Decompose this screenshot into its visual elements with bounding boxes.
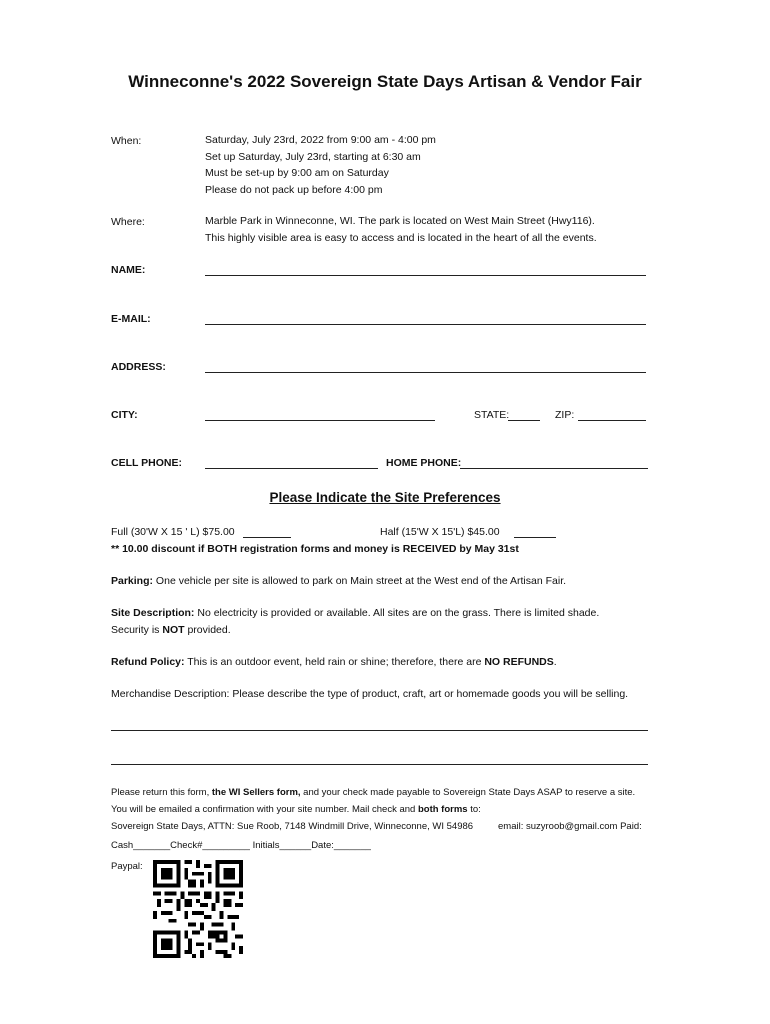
- when-details: [205, 132, 436, 198]
- parking-label: Parking:: [111, 575, 154, 587]
- address-label: ADDRESS:: [111, 361, 166, 373]
- form-title: Winneconne's 2022 Sovereign State Days Artisan & Vendor Fair: [128, 72, 642, 91]
- payment-fields[interactable]: Cash_______Check#_________ Initials______Date:_______: [111, 840, 371, 851]
- home-phone-field[interactable]: [460, 468, 648, 469]
- state-label: STATE:: [474, 409, 510, 421]
- security-suffix: provided.: [184, 624, 231, 636]
- return-text: Please return this form,: [111, 787, 212, 798]
- refund-policy-text: This is an outdoor event, held rain or shine; therefore, there are: [184, 656, 485, 668]
- merchandise-line-2[interactable]: [111, 764, 648, 765]
- when-line: Must be set-up by 9:00 am on Saturday: [205, 167, 389, 179]
- discount-note: ** 10.00 discount if BOTH registration forms and money is RECEIVED by May 31st: [111, 543, 519, 555]
- full-site-option: Full (30'W X 15 ' L) $75.00: [111, 526, 235, 538]
- no-refunds: NO REFUNDS: [484, 656, 554, 668]
- zip-field[interactable]: [578, 420, 646, 421]
- when-line: Saturday, July 23rd, 2022 from 9:00 am - 4:00 pm: [205, 134, 436, 146]
- refund-policy-paragraph: [111, 654, 557, 671]
- city-label: CITY:: [111, 409, 138, 421]
- when-line: Please do not pack up before 4:00 pm: [205, 183, 383, 196]
- site-preferences-heading: Please Indicate the Site Preferences: [269, 490, 501, 505]
- security-prefix: Security is: [111, 624, 163, 636]
- cell-phone-field[interactable]: [205, 468, 378, 469]
- full-site-field[interactable]: [243, 537, 291, 538]
- return-text: to:: [467, 804, 481, 815]
- where-label: Where:: [111, 216, 145, 228]
- email-field[interactable]: [205, 324, 646, 325]
- where-line: This highly visible area is easy to access and is located in the heart of all the events.: [205, 231, 597, 244]
- where-line: Marble Park in Winneconne, WI. The park is located on West Main Street (Hwy116).: [205, 215, 595, 227]
- mailing-address: Sovereign State Days, ATTN: Sue Roob, 7148 Windmill Drive, Winneconne, WI 54986: [111, 821, 474, 832]
- refund-policy-period: .: [553, 656, 557, 668]
- city-field[interactable]: [205, 420, 435, 421]
- return-instructions: [111, 784, 635, 818]
- when-line: Set up Saturday, July 23rd, starting at 6:30 am: [205, 150, 421, 163]
- name-field[interactable]: [205, 275, 646, 276]
- where-details: [205, 213, 597, 246]
- paypal-qr-code-icon[interactable]: [152, 860, 244, 958]
- state-field[interactable]: [508, 420, 540, 421]
- half-site-field[interactable]: [514, 537, 556, 538]
- refund-policy-label: Refund Policy:: [111, 656, 185, 668]
- site-description-paragraph: [111, 605, 599, 639]
- parking-text: One vehicle per site is allowed to park on Main street at the West end of the Artisan Fair.: [153, 575, 567, 587]
- contact-email: email: suzyroob@gmail.com Paid:: [498, 821, 642, 832]
- zip-label: ZIP:: [555, 409, 575, 421]
- address-field[interactable]: [205, 372, 646, 373]
- site-description-text: No electricity is provided or available. All sites are on the grass. There is limited shade.: [194, 607, 600, 619]
- merchandise-line-1[interactable]: [111, 730, 648, 731]
- return-text: and your check made payable to Sovereign State Days ASAP to reserve a site.: [300, 787, 636, 798]
- return-text: You will be emailed a confirmation with your site number. Mail check and: [111, 804, 418, 815]
- half-site-option: Half (15'W X 15'L) $45.00: [380, 526, 500, 538]
- site-description-label: Site Description:: [111, 607, 195, 619]
- when-label: When:: [111, 135, 142, 147]
- both-forms: both forms: [417, 804, 468, 815]
- cell-phone-label: CELL PHONE:: [111, 457, 182, 469]
- name-label: NAME:: [111, 264, 146, 276]
- parking-paragraph: [111, 573, 566, 590]
- paypal-label: Paypal:: [111, 861, 143, 872]
- home-phone-label: HOME PHONE:: [386, 457, 462, 469]
- security-not: NOT: [162, 624, 185, 636]
- merchandise-description: Merchandise Description: Please describe the type of product, craft, art or homemade goods you will be selling.: [111, 688, 629, 700]
- email-label: E-MAIL:: [111, 313, 151, 325]
- wi-sellers-form: the WI Sellers form,: [211, 787, 301, 798]
